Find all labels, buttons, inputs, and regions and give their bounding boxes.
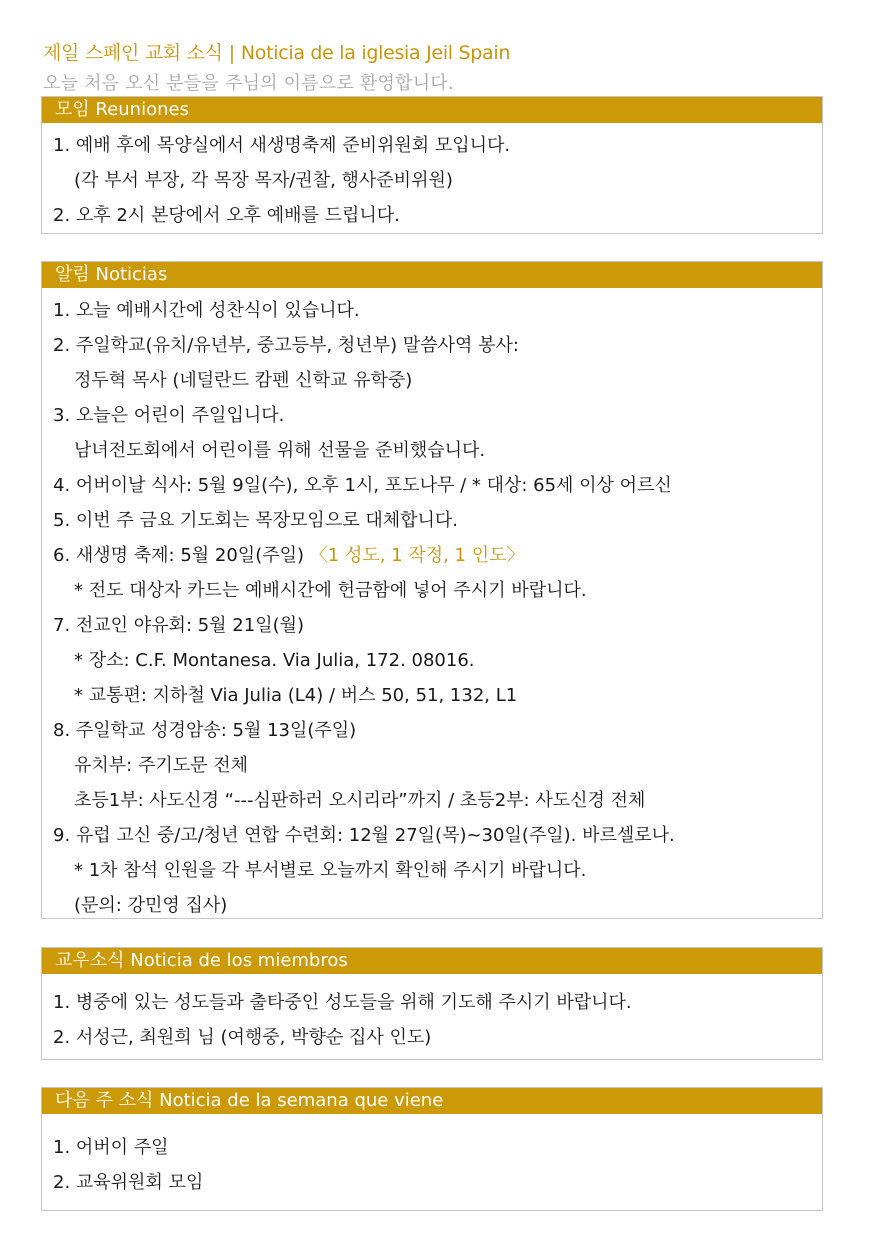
list-item: 1. 병중에 있는 성도들과 출타중인 성도들을 위해 기도해 주시기 바랍니다. (53, 992, 632, 1013)
list-item: 2. 오후 2시 본당에서 오후 예배를 드립니다. (53, 205, 400, 226)
list-item: 2. 주일학교(유치/유년부, 중고등부, 청년부) 말씀사역 봉사: (53, 335, 519, 356)
section-miembros (41, 947, 823, 1060)
list-item: 남녀전도회에서 어린이를 위해 선물을 준비했습니다. (74, 440, 486, 461)
title-korean: 제일 스페인 교회 소식 (43, 42, 223, 64)
list-item: 4. 어버이날 식사: 5월 9일(수), 오후 1시, 포도나무 / * 대상: 65세 이상 어르신 (53, 475, 672, 496)
list-item: 2. 서성근, 최원희 님 (여행중, 박향순 집사 인도) (53, 1027, 432, 1048)
section-header-semana: 다음 주 소식 Noticia de la semana que viene (42, 1088, 822, 1114)
section-header-miembros: 교우소식 Noticia de los miembros (42, 948, 822, 974)
title-separator: | (228, 42, 235, 64)
list-item: 7. 전교인 야유회: 5월 21일(월) (53, 615, 305, 636)
section-header-reuniones: 모임 Reuniones (42, 97, 822, 123)
list-item: * 교통편: 지하철 Via Julia (L4) / 버스 50, 51, 132, L1 (74, 685, 518, 706)
section-semana (41, 1087, 823, 1211)
section-reuniones (41, 96, 823, 234)
list-item: 2. 교육위원회 모임 (53, 1172, 204, 1193)
welcome-subtitle: 오늘 처음 오신 분들을 주님의 이름으로 환영합니다. (43, 73, 454, 94)
list-item: 정두혁 목사 (네덜란드 캄펜 신학교 유학중) (74, 370, 413, 391)
list-item: 초등1부: 사도신경 “---심판하러 오시리라”까지 / 초등2부: 사도신경 전체 (74, 790, 646, 811)
bulletin-title (43, 38, 510, 65)
section-noticias (41, 261, 823, 919)
list-item: * 1차 참석 인원을 각 부서별로 오늘까지 확인해 주시기 바랍니다. (74, 860, 587, 881)
list-item: 8. 주일학교 성경암송: 5월 13일(주일) (53, 720, 357, 741)
list-item: 1. 어버이 주일 (53, 1137, 169, 1158)
list-item: 1. 예배 후에 목양실에서 새생명축제 준비위원회 모입니다. (53, 135, 511, 156)
list-item: 1. 오늘 예배시간에 성찬식이 있습니다. (53, 300, 360, 321)
list-item: (각 부서 부장, 각 목장 목자/권찰, 행사준비위원) (74, 170, 453, 191)
title-spanish: Noticia de la iglesia Jeil Spain (240, 42, 511, 64)
list-item: 3. 오늘은 어린이 주일입니다. (53, 405, 285, 426)
festival-motto: 〈1 성도, 1 작정, 1 인도〉 (309, 545, 525, 566)
section-header-noticias: 알림 Noticias (42, 262, 822, 288)
list-item: 유치부: 주기도문 전체 (74, 755, 248, 776)
list-item: 9. 유럽 고신 중/고/청년 연합 수련회: 12월 27일(목)~30일(주일). 바르셀로나. (53, 825, 675, 846)
list-item (53, 541, 525, 567)
festival-date: 6. 새생명 축제: 5월 20일(주일) (53, 545, 305, 566)
list-item: (문의: 강민영 집사) (74, 895, 228, 916)
list-item: 5. 이번 주 금요 기도회는 목장모임으로 대체합니다. (53, 510, 458, 531)
list-item: * 장소: C.F. Montanesa. Via Julia, 172. 08016. (74, 650, 475, 671)
list-item: * 전도 대상자 카드는 예배시간에 헌금함에 넣어 주시기 바랍니다. (74, 580, 587, 601)
